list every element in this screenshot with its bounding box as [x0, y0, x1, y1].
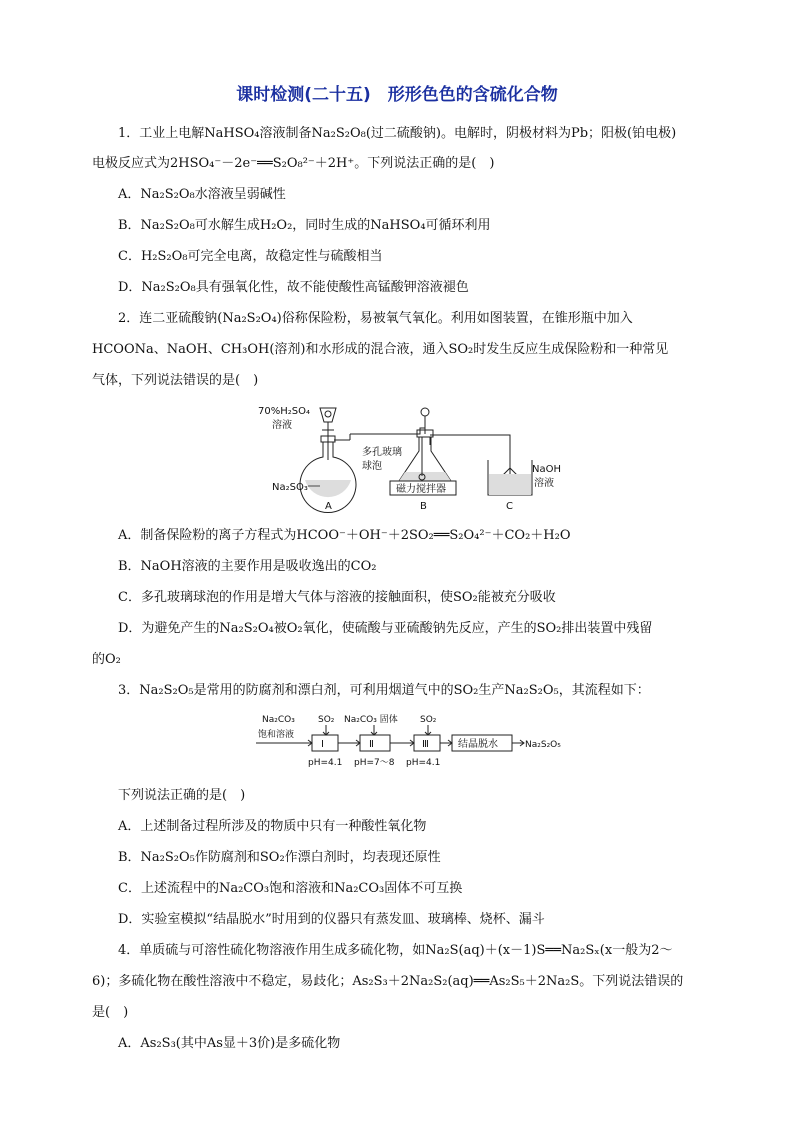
q3-option-a: A．上述制备过程所涉及的物质中只有一种酸性氧化物 — [118, 819, 427, 834]
q3-flow-diagram — [256, 708, 576, 774]
naoh-label-2: 溶液 — [534, 478, 554, 489]
flow-na2co3-solid: Na₂CO₃ 固体 — [344, 715, 398, 725]
label-a: A — [325, 501, 332, 512]
q4-stem-line2: 6)；多硫化物在酸性溶液中不稳定，易歧化；As₂S₃＋2Na₂S₂(aq)══As₂S₅＋2Na₂S。下列说法错误的 — [92, 974, 684, 989]
page-title: 课时检测(二十五) 形形色色的含硫化合物 — [236, 85, 558, 105]
flow-box-1 — [312, 735, 338, 751]
q1-stem-line2: 电极反应式为2HSO₄⁻－2e⁻══S₂O₈²⁻＋2H⁺。下列说法正确的是( ) — [92, 156, 495, 171]
apparatus-b — [399, 408, 451, 481]
q2-stem-line1: 2．连二亚硫酸钠(Na₂S₂O₄)俗称保险粉，易被氧气氧化。利用如图装置，在锥形瓶中加入 — [118, 311, 633, 326]
flow-input-2: 饱和溶液 — [258, 730, 295, 740]
flow-box-1-label: Ⅰ — [321, 739, 324, 750]
q4-stem-line3: 是( ) — [92, 1005, 129, 1020]
bubble-label-2: 球泡 — [362, 461, 382, 472]
flow-box-4-label: 结晶脱水 — [458, 739, 498, 750]
apparatus-a — [300, 408, 356, 513]
q3-ask: 下列说法正确的是( ) — [118, 788, 246, 803]
tube-ab — [350, 422, 425, 434]
naoh-label-1: NaOH — [532, 464, 561, 475]
label-c: C — [506, 501, 513, 512]
q2-option-d: D．为避免产生的Na₂S₂O₄被O₂氧化，使硫酸与亚硫酸钠先反应，产生的SO₂排出装置中残留 — [118, 621, 653, 636]
q2-option-d-cont: 的O₂ — [92, 652, 121, 667]
flow-so2-b: SO₂ — [420, 715, 437, 725]
acid-label: 70%H₂SO₄ — [258, 406, 310, 417]
q1-option-a: A．Na₂S₂O₈水溶液呈弱碱性 — [118, 187, 286, 202]
q3-option-c: C．上述流程中的Na₂CO₃饱和溶液和Na₂CO₃固体不可互换 — [118, 881, 463, 896]
acid-label-2: 溶液 — [272, 420, 292, 431]
q2-stem-line3: 气体，下列说法错误的是( ) — [92, 373, 259, 388]
flow-box-2 — [360, 735, 390, 751]
q4-stem-line1: 4．单质硫与可溶性硫化物溶液作用生成多硫化物，如Na₂S(aq)＋(x－1)S══Na₂Sₓ(x一般为2～ — [118, 943, 673, 958]
q3-option-d: D．实验室模拟“结晶脱水”时用到的仪器只有蒸发皿、玻璃棒、烧杯、漏斗 — [118, 912, 545, 927]
flow-box-2-label: Ⅱ — [369, 739, 374, 750]
q2-stem-line2: HCOONa、NaOH、CH₃OH(溶剂)和水形成的混合液，通入SO₂时发生反应生成保险粉和一种常见 — [92, 342, 669, 357]
flow-box-3-label: Ⅲ — [422, 739, 429, 750]
salt-label: Na₂SO₃ — [272, 482, 308, 493]
q2-option-b: B．NaOH溶液的主要作用是吸收逸出的CO₂ — [118, 559, 377, 574]
q3-stem: 3．Na₂S₂O₅是常用的防腐剂和漂白剂，可利用烟道气中的SO₂生产Na₂S₂O₅，其流程如下： — [118, 683, 650, 698]
q2-option-a: A．制备保险粉的离子方程式为HCOO⁻＋OH⁻＋2SO₂══S₂O₄²⁻＋CO₂＋H₂O — [118, 528, 571, 543]
q1-stem-line1: 1．工业上电解NaHSO₄溶液制备Na₂S₂O₈(过二硫酸钠)。电解时，阴极材料为Pb；阳极(铂电极) — [118, 126, 677, 141]
stirrer-label: 磁力搅拌器 — [396, 484, 446, 495]
flow-ph-3: pH=4.1 — [406, 758, 441, 768]
q4-option-a: A．As₂S₃(其中As显＋3价)是多硫化物 — [118, 1036, 341, 1051]
label-b: B — [420, 501, 427, 512]
q1-option-c: C．H₂S₂O₈可完全电离，故稳定性与硫酸相当 — [118, 249, 383, 264]
flow-ph-2: pH=7～8 — [354, 758, 395, 768]
flow-so2-a: SO₂ — [318, 715, 335, 725]
q2-option-c: C．多孔玻璃球泡的作用是增大气体与溶液的接触面积，使SO₂能被充分吸收 — [118, 590, 556, 605]
flow-ph-1: pH=4.1 — [308, 758, 343, 768]
q2-apparatus-figure — [250, 400, 580, 515]
q1-option-d: D．Na₂S₂O₈具有强氧化性，故不能使酸性高锰酸钾溶液褪色 — [118, 280, 469, 295]
q3-option-b: B．Na₂S₂O₅作防腐剂和SO₂作漂白剂时，均表现还原性 — [118, 850, 441, 865]
flow-input-1: Na₂CO₃ — [262, 715, 295, 725]
bubble-label-1: 多孔玻璃 — [362, 447, 402, 458]
flow-product: Na₂S₂O₅ — [525, 740, 561, 750]
q1-option-b: B．Na₂S₂O₈可水解生成H₂O₂，同时生成的NaHSO₄可循环利用 — [118, 218, 491, 233]
